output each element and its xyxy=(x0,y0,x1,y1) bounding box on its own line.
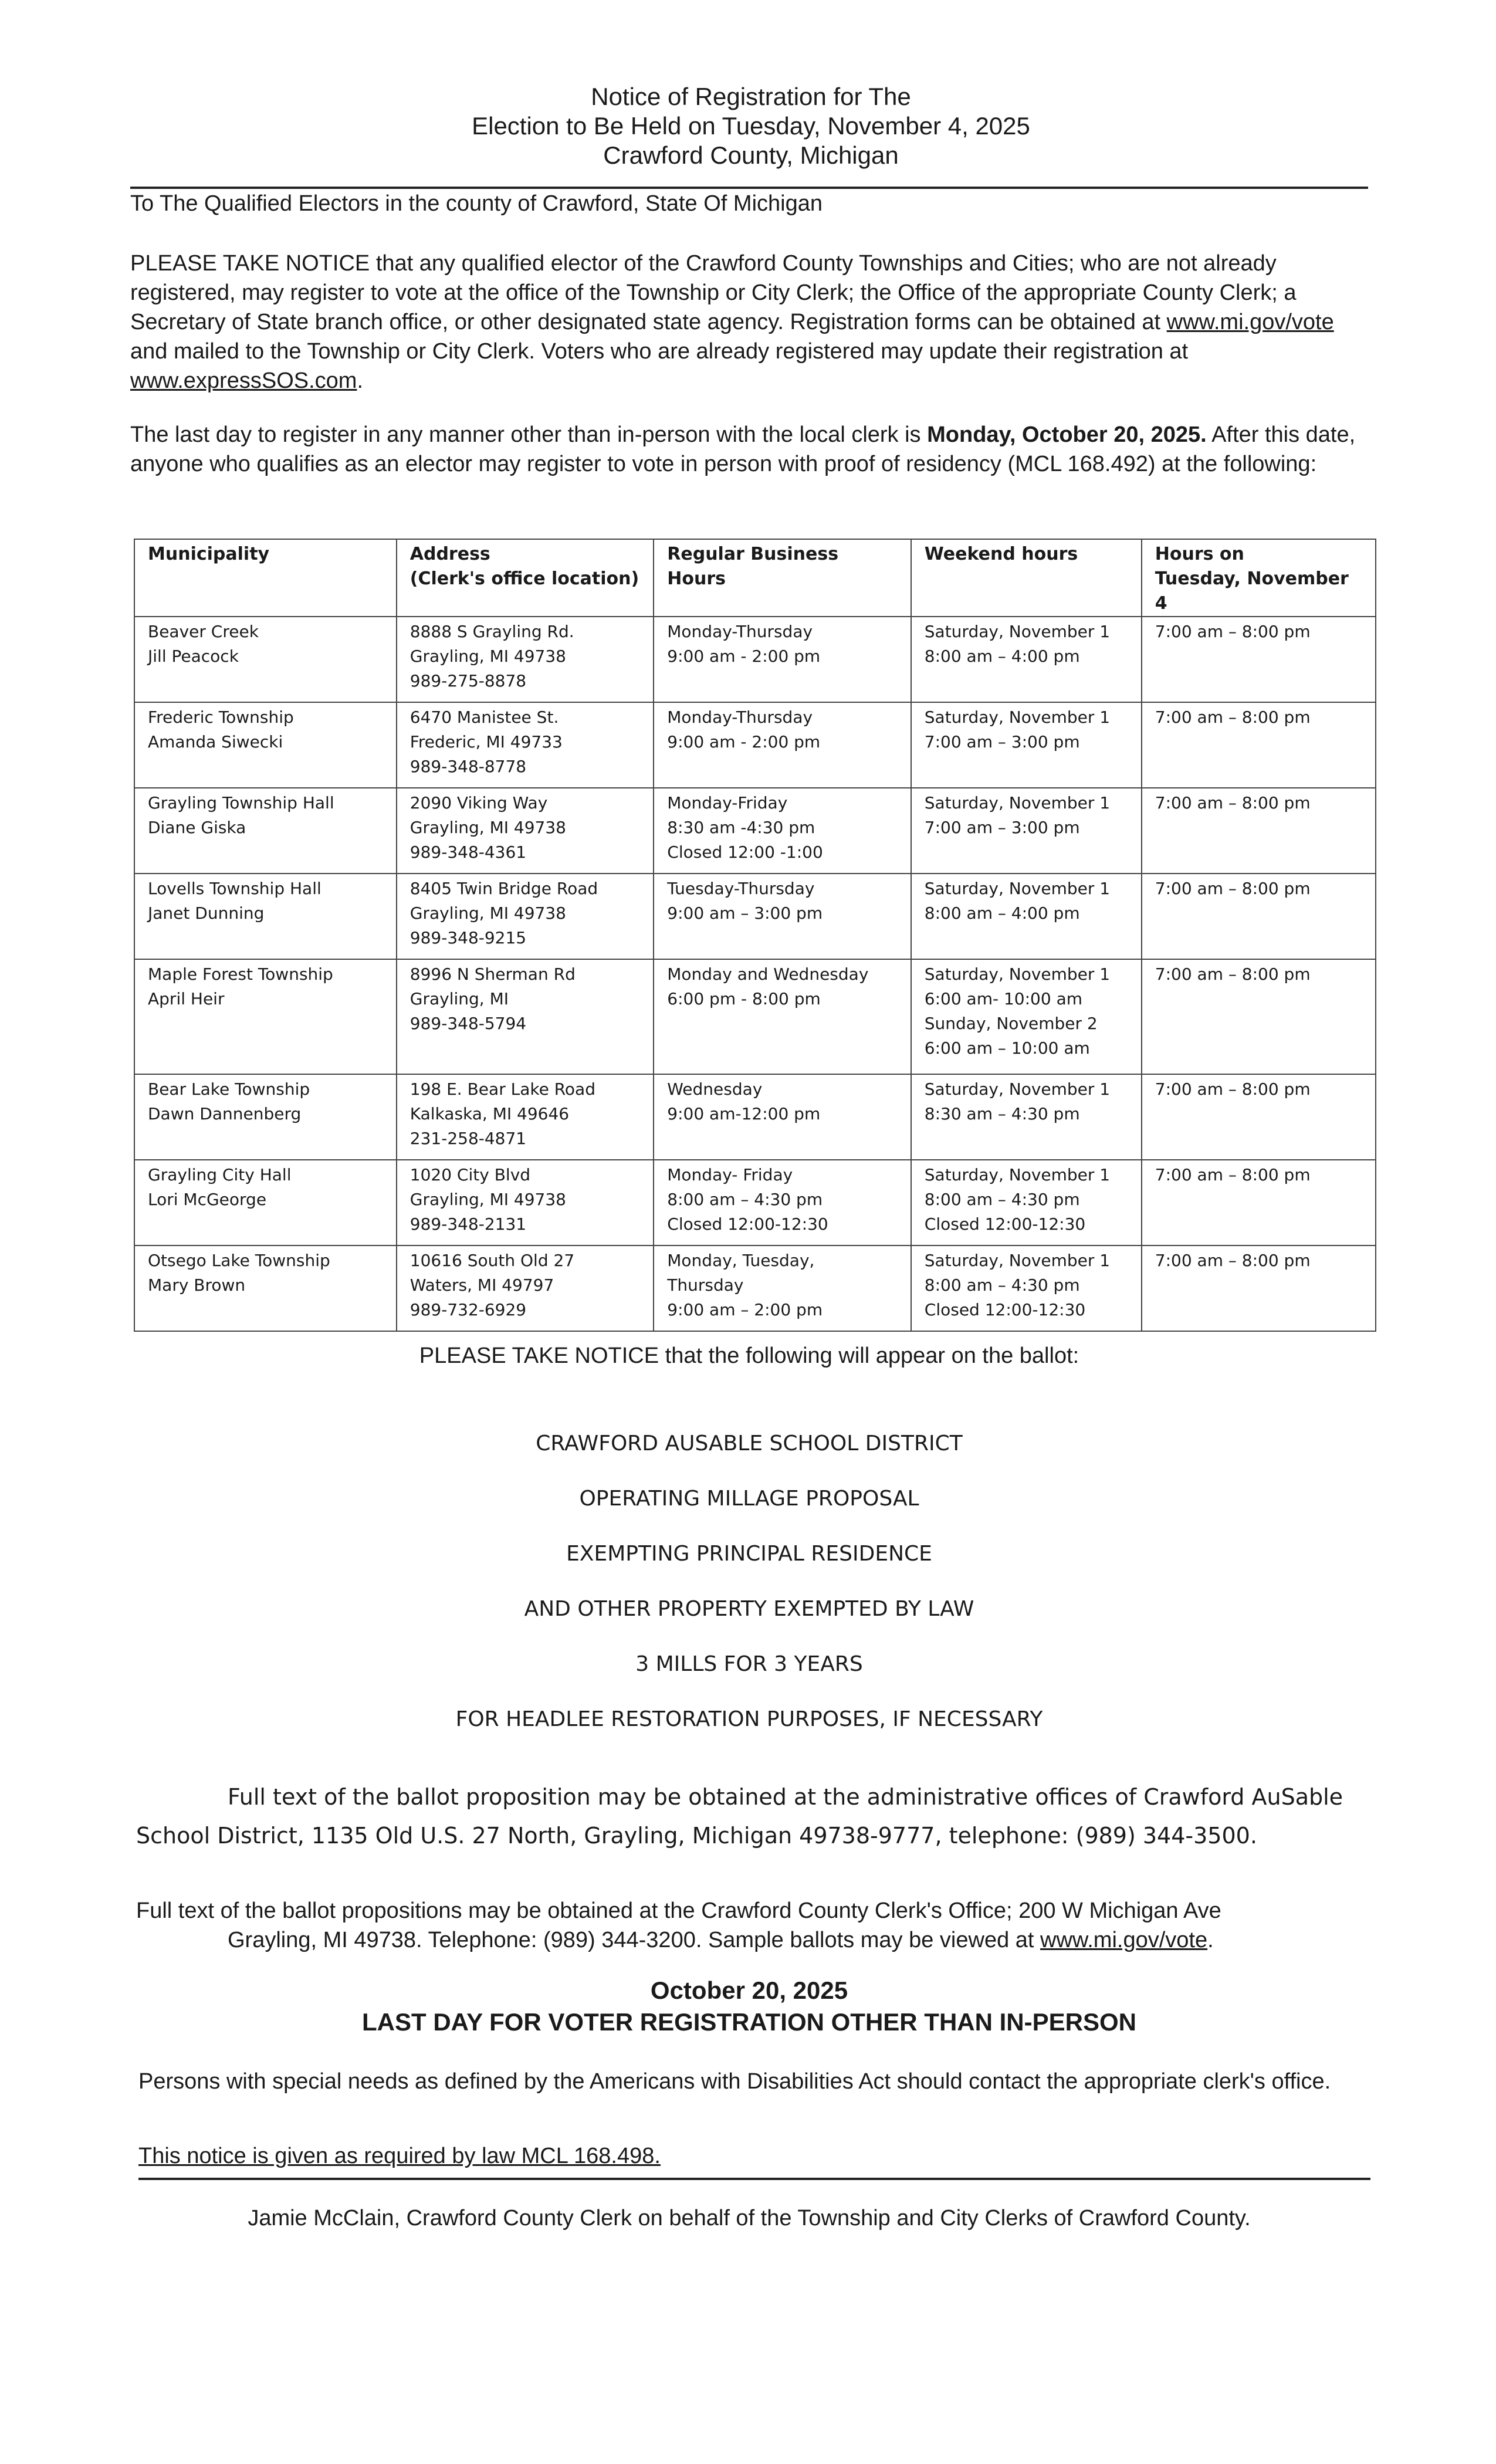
municipality-cell: Beaver Creek Jill Peacock xyxy=(134,617,397,702)
weekend-hours-cell: Saturday, November 1 8:00 am – 4:00 pm xyxy=(911,874,1142,959)
deadline-banner-date: October 20, 2025 xyxy=(650,1976,848,2004)
election-hours-cell: 7:00 am – 8:00 pm xyxy=(1142,1245,1376,1331)
header-weekend-hours: Weekend hours xyxy=(911,539,1142,617)
election-hours-cell: 7:00 am – 8:00 pm xyxy=(1142,788,1376,874)
municipality-cell: Grayling Township Hall Diane Giska xyxy=(134,788,397,874)
municipality-cell: Otsego Lake Township Mary Brown xyxy=(134,1245,397,1331)
county-full-text-notice xyxy=(136,1896,1374,1955)
regular-hours-cell: Tuesday-Thursday 9:00 am – 3:00 pm xyxy=(654,874,911,959)
election-hours-cell: 7:00 am – 8:00 pm xyxy=(1142,1074,1376,1160)
notice-text-c: . xyxy=(357,368,364,393)
ballot-line-4: AND OTHER PROPERTY EXEMPTED BY LAW xyxy=(524,1597,974,1621)
registration-notice-paragraph xyxy=(130,249,1368,395)
regular-hours-cell: Monday-Thursday 9:00 am - 2:00 pm xyxy=(654,617,911,702)
ballot-line-6: FOR HEADLEE RESTORATION PURPOSES, IF NECESSARY xyxy=(455,1707,1043,1731)
table-row xyxy=(134,1074,1376,1160)
header-municipality: Municipality xyxy=(134,539,397,617)
header-regular-hours: Regular Business Hours xyxy=(654,539,911,617)
table-row xyxy=(134,959,1376,1074)
deadline-date: Monday, October 20, 2025. xyxy=(927,422,1207,447)
address-cell: 2090 Viking Way Grayling, MI 49738 989-348-4361 xyxy=(397,788,654,874)
election-hours-cell: 7:00 am – 8:00 pm xyxy=(1142,702,1376,788)
address-cell: 8996 N Sherman Rd Grayling, MI 989-348-5794 xyxy=(397,959,654,1074)
election-hours-cell: 7:00 am – 8:00 pm xyxy=(1142,874,1376,959)
weekend-hours-cell: Saturday, November 1 6:00 am- 10:00 am Sunday, November 2 6:00 am – 10:00 am xyxy=(911,959,1142,1074)
county-notice-line-2: Grayling, MI 49738. Telephone: (989) 344-3200. Sample ballots may be viewed at www.mi.gov/vote. xyxy=(228,1928,1214,1952)
deadline-text-a: The last day to register in any manner other than in-person with the local clerk is xyxy=(130,422,928,447)
regular-hours-cell: Monday and Wednesday 6:00 pm - 8:00 pm xyxy=(654,959,911,1074)
regular-hours-cell: Wednesday 9:00 am-12:00 pm xyxy=(654,1074,911,1160)
registration-deadline-paragraph xyxy=(130,420,1368,479)
municipality-cell: Bear Lake Township Dawn Dannenberg xyxy=(134,1074,397,1160)
municipality-cell: Grayling City Hall Lori McGeorge xyxy=(134,1160,397,1245)
address-cell: 10616 South Old 27 Waters, MI 49797 989-732-6929 xyxy=(397,1245,654,1331)
county-notice-line-1: Full text of the ballot propositions may be obtained at the Crawford County Clerk's Office; 200 W Michigan Ave xyxy=(136,1898,1221,1923)
notice-text-b: and mailed to the Township or City Clerk. Voters who are already registered may update their registration at xyxy=(130,339,1189,364)
table-row xyxy=(134,1245,1376,1331)
mi-gov-vote-link[interactable]: www.mi.gov/vote xyxy=(1166,310,1334,334)
header-election-hours: Hours on Tuesday, November 4 xyxy=(1142,539,1376,617)
title-line-1: Notice of Registration for The xyxy=(591,83,911,110)
sample-ballot-link[interactable]: www.mi.gov/vote xyxy=(1040,1928,1208,1952)
ballot-notice: PLEASE TAKE NOTICE that the following will appear on the ballot: xyxy=(419,1343,1079,1368)
deadline-banner xyxy=(130,1975,1368,2038)
municipality-cell: Lovells Township Hall Janet Dunning xyxy=(134,874,397,959)
ballot-line-1: CRAWFORD AUSABLE SCHOOL DISTRICT xyxy=(536,1431,963,1456)
header-address: Address (Clerk's office location) xyxy=(397,539,654,617)
weekend-hours-cell: Saturday, November 1 7:00 am – 3:00 pm xyxy=(911,788,1142,874)
municipality-cell: Frederic Township Amanda Siwecki xyxy=(134,702,397,788)
election-hours-cell: 7:00 am – 8:00 pm xyxy=(1142,959,1376,1074)
law-notice: This notice is given as required by law MCL 168.498. xyxy=(138,2144,661,2168)
regular-hours-cell: Monday-Thursday 9:00 am - 2:00 pm xyxy=(654,702,911,788)
election-hours-cell: 7:00 am – 8:00 pm xyxy=(1142,1160,1376,1245)
weekend-hours-cell: Saturday, November 1 8:00 am – 4:30 pm Closed 12:00-12:30 xyxy=(911,1245,1142,1331)
table-row xyxy=(134,874,1376,959)
municipality-cell: Maple Forest Township April Heir xyxy=(134,959,397,1074)
clerk-signature-line: Jamie McClain, Crawford County Clerk on behalf of the Township and City Clerks of Crawford County. xyxy=(248,2206,1251,2231)
clerk-hours-table xyxy=(134,539,1376,1332)
weekend-hours-cell: Saturday, November 1 7:00 am – 3:00 pm xyxy=(911,702,1142,788)
school-notice-line-2: School District, 1135 Old U.S. 27 North, Grayling, Michigan 49738-9777, telephone: (989) 344-3500. xyxy=(136,1823,1257,1849)
ada-notice: Persons with special needs as defined by the Americans with Disabilities Act should contact the appropriate clerk's office. xyxy=(138,2069,1331,2094)
express-sos-link[interactable]: www.expressSOS.com xyxy=(130,368,357,393)
title-line-2: Election to Be Held on Tuesday, November 4, 2025 xyxy=(472,112,1030,140)
addressee-line: To The Qualified Electors in the county of Crawford, State Of Michigan xyxy=(130,191,823,216)
ballot-line-2: OPERATING MILLAGE PROPOSAL xyxy=(579,1487,919,1511)
election-hours-cell: 7:00 am – 8:00 pm xyxy=(1142,617,1376,702)
address-cell: 198 E. Bear Lake Road Kalkaska, MI 49646 231-258-4871 xyxy=(397,1074,654,1160)
footer-divider xyxy=(138,2178,1370,2180)
table-row xyxy=(134,1160,1376,1245)
regular-hours-cell: Monday-Friday 8:30 am -4:30 pm Closed 12:00 -1:00 xyxy=(654,788,911,874)
weekend-hours-cell: Saturday, November 1 8:00 am – 4:30 pm Closed 12:00-12:30 xyxy=(911,1160,1142,1245)
deadline-text-b: After this date, anyone who qualifies as an elector may register to vote in person with proof of residency (MCL 168.492) at the following: xyxy=(130,422,1356,476)
title-divider xyxy=(130,187,1368,189)
table-row xyxy=(134,702,1376,788)
table-header-row xyxy=(134,539,1376,617)
address-cell: 1020 City Blvd Grayling, MI 49738 989-348-2131 xyxy=(397,1160,654,1245)
deadline-banner-text: LAST DAY FOR VOTER REGISTRATION OTHER THAN IN-PERSON xyxy=(362,2008,1136,2036)
address-cell: 8405 Twin Bridge Road Grayling, MI 49738 989-348-9215 xyxy=(397,874,654,959)
notice-text-a: PLEASE TAKE NOTICE that any qualified elector of the Crawford County Townships and Cities; who are not already registered, may register to vote at the office of the Township or City Clerk; the Office of the appropriate County Clerk; a Secretary of State branch office, or other designated state agency. Registration forms can be obtained at xyxy=(130,251,1297,334)
title-line-3: Crawford County, Michigan xyxy=(603,141,899,169)
regular-hours-cell: Monday- Friday 8:00 am – 4:30 pm Closed 12:00-12:30 xyxy=(654,1160,911,1245)
weekend-hours-cell: Saturday, November 1 8:30 am – 4:30 pm xyxy=(911,1074,1142,1160)
table-row xyxy=(134,788,1376,874)
address-cell: 8888 S Grayling Rd. Grayling, MI 49738 989-275-8878 xyxy=(397,617,654,702)
table-body xyxy=(134,617,1376,1331)
regular-hours-cell: Monday, Tuesday, Thursday 9:00 am – 2:00 pm xyxy=(654,1245,911,1331)
table-row xyxy=(134,617,1376,702)
address-cell: 6470 Manistee St. Frederic, MI 49733 989-348-8778 xyxy=(397,702,654,788)
school-notice-line-1: Full text of the ballot proposition may be obtained at the administrative offices of Crawford AuSable xyxy=(228,1784,1343,1810)
notice-title xyxy=(129,82,1373,170)
ballot-line-3: EXEMPTING PRINCIPAL RESIDENCE xyxy=(566,1542,932,1566)
weekend-hours-cell: Saturday, November 1 8:00 am – 4:00 pm xyxy=(911,617,1142,702)
ballot-line-5: 3 MILLS FOR 3 YEARS xyxy=(635,1652,863,1676)
school-full-text-notice xyxy=(136,1778,1374,1855)
